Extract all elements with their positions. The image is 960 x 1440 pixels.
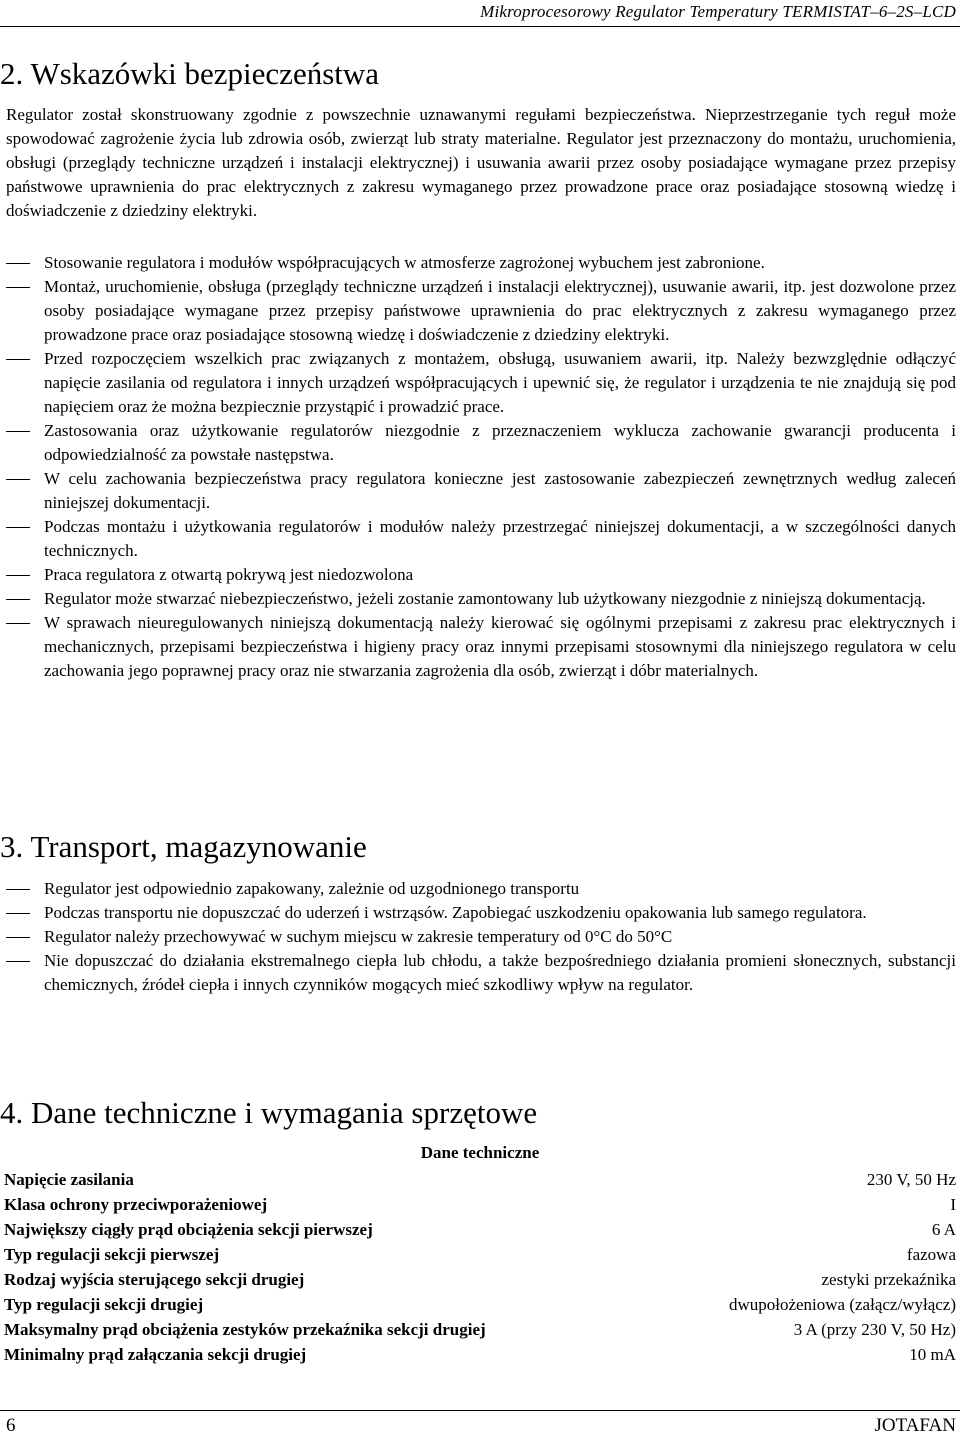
spec-table	[4, 1167, 956, 1367]
list-item: Zastosowania oraz użytkowanie regulatorów niezgodnie z przeznaczeniem wyklucza zachowanie gwarancji producenta i odpowiedzialność za powstałe następstwa.	[0, 419, 956, 467]
page-number: 6	[6, 1415, 16, 1436]
list-item: Nie dopuszczać do działania ekstremalnego ciepła lub chłodu, a także bezpośredniego działania promieni słonecznych, substancji chemicznych, źródeł ciepła i innych czynników mogących mieć szkodliwy wpływ na regulator.	[0, 949, 956, 997]
table-row	[4, 1317, 956, 1342]
list-item: Przed rozpoczęciem wszelkich prac związanych z montażem, obsługą, usuwaniem awarii, itp. Należy bezwzględnie odłączyć napięcie zasilania od regulatora i innych urządzeń współpracujących i upewnić się, że regulator i urządzenia te nie znajdują się pod napięciem oraz że można bezpiecznie przystąpić i prowadzić prace.	[0, 347, 956, 419]
list-item: Stosowanie regulatora i modułów współpracujących w atmosferze zagrożonej wybuchem jest zabronione.	[0, 251, 956, 275]
list-item: Podczas transportu nie dopuszczać do uderzeń i wstrząsów. Zapobiegać uszkodzeniu opakowania lub samego regulatora.	[0, 901, 956, 925]
spec-key: Klasa ochrony przeciwporażeniowej	[4, 1195, 268, 1214]
list-item: W celu zachowania bezpieczeństwa pracy regulatora konieczne jest zastosowanie zabezpieczeń zewnętrznych według zaleceń niniejszej dokumentacji.	[0, 467, 956, 515]
spec-value: fazowa	[906, 1245, 956, 1264]
spec-key: Największy ciągły prąd obciążenia sekcji pierwszej	[4, 1220, 373, 1239]
table-row	[4, 1342, 956, 1367]
list-item: Praca regulatora z otwartą pokrywą jest niedozwolona	[0, 563, 956, 587]
spec-key: Minimalny prąd załączania sekcji drugiej	[4, 1345, 307, 1364]
section-2-heading: 2. Wskazówki bezpieczeństwa	[0, 56, 380, 91]
table-row	[4, 1192, 956, 1217]
footer-rule	[0, 1410, 960, 1411]
spec-key: Rodzaj wyjścia sterującego sekcji drugiej	[4, 1270, 305, 1289]
list-item: Podczas montażu i użytkowania regulatorów i modułów należy przestrzegać niniejszej dokumentacji, a w szczególności danych technicznych.	[0, 515, 956, 563]
spec-value: 6 A	[931, 1220, 956, 1239]
section-2-list	[0, 251, 956, 683]
spec-value: 3 A (przy 230 V, 50 Hz)	[793, 1320, 956, 1339]
spec-value: dwupołożeniowa (załącz/wyłącz)	[728, 1295, 956, 1314]
spec-value: 10 mA	[909, 1345, 956, 1364]
running-header: Mikroprocesorowy Regulator Temperatury TERMISTAT–6–2S–LCD	[480, 2, 956, 21]
table-row	[4, 1267, 956, 1292]
list-item: Regulator może stwarzać niebezpieczeństwo, jeżeli zostanie zamontowany lub użytkowany niezgodnie z niniejszą dokumentacją.	[0, 587, 956, 611]
list-item: W sprawach nieuregulowanych niniejszą dokumentacją należy kierować się ogólnymi przepisami z zakresu prac elektrycznych i mechanicznych, przepisami bezpieczeństwa i higieny pracy oraz innymi przepisami stosownymi dla niniejszego regulatora w celu zachowania jego poprawnej pracy oraz nie stwarzania zagrożenia dla osób, zwierząt i dóbr materialnych.	[0, 611, 956, 683]
table-row	[4, 1167, 956, 1192]
table-row	[4, 1217, 956, 1242]
list-item: Regulator należy przechowywać w suchym miejscu w zakresie temperatury od 0°C do 50°C	[0, 925, 956, 949]
spec-key: Maksymalny prąd obciążenia zestyków przekaźnika sekcji drugiej	[4, 1320, 486, 1339]
section-3-list	[0, 877, 956, 997]
table-title: Dane techniczne	[420, 1143, 540, 1162]
section-2-intro: Regulator został skonstruowany zgodnie z powszechnie uznawanymi regułami bezpieczeństwa. Nieprzestrzeganie tych reguł może spowodować zagrożenie życia lub zdrowia osób, zwierząt lub straty materialne. Regulator jest przeznaczony do montażu, uruchomienia, obsługi (przeglądy techniczne urządzeń i instalacji elektrycznej) i usuwania awarii przez osoby posiadające wymagane przez przepisy państwowe uprawnienia do prac elektrycznych z zakresu wymaganego przez prowadzone prace oraz posiadające stosowną wiedzę i doświadczenie z dziedziny elektryki.	[6, 105, 956, 220]
spec-value: 230 V, 50 Hz	[866, 1170, 956, 1189]
spec-value: zestyki przekaźnika	[821, 1270, 956, 1289]
spec-value: I	[950, 1195, 956, 1214]
brand-footer: JOTAFAN	[874, 1415, 956, 1436]
spec-key: Typ regulacji sekcji pierwszej	[4, 1245, 220, 1264]
list-item: Regulator jest odpowiednio zapakowany, zależnie od uzgodnionego transportu	[0, 877, 956, 901]
section-4-heading: 4. Dane techniczne i wymagania sprzętowe	[0, 1095, 538, 1130]
spec-key: Napięcie zasilania	[4, 1170, 134, 1189]
table-row	[4, 1242, 956, 1267]
list-item: Montaż, uruchomienie, obsługa (przeglądy techniczne urządzeń i instalacji elektrycznej), usuwanie awarii, itp. jest dozwolone przez osoby posiadające wymagane przez przepisy państwowe uprawnienia do prac elektrycznych z zakresu wymaganego przez prowadzone prace oraz posiadające stosowną wiedzę i doświadczenie z dziedziny elektryki.	[0, 275, 956, 347]
header-rule	[0, 26, 960, 27]
spec-key: Typ regulacji sekcji drugiej	[4, 1295, 204, 1314]
table-row	[4, 1292, 956, 1317]
section-3-heading: 3. Transport, magazynowanie	[0, 829, 367, 864]
